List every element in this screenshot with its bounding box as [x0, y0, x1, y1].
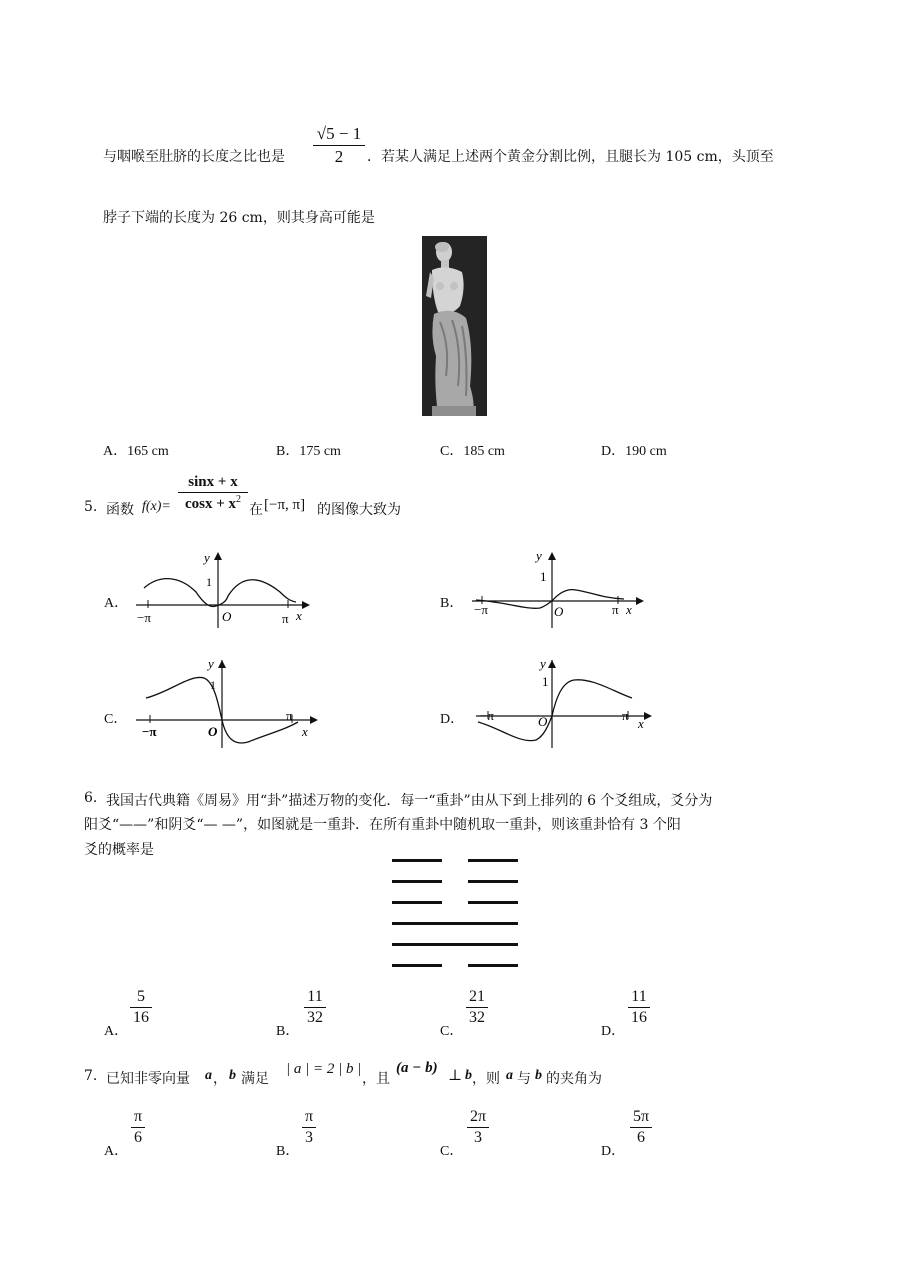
- q6-option-d-fraction: 11 16: [628, 988, 650, 1027]
- q6-option-d-label[interactable]: D．: [601, 1024, 626, 1039]
- q6-line3: 爻的概率是: [84, 842, 154, 858]
- q7-option-c-label[interactable]: C．: [440, 1144, 464, 1159]
- svg-text:y: y: [540, 656, 546, 671]
- q6-line2: 阳爻“——”和阴爻“— —”，如图就是一重卦．在所有重卦中随机取一重卦，则该重卦恰有 3 个阳: [84, 817, 681, 833]
- q5-graph-a[interactable]: [130, 548, 310, 628]
- svg-text:x: x: [302, 724, 308, 739]
- q5-graph-c[interactable]: [130, 656, 320, 748]
- q6-option-a-label[interactable]: A．: [104, 1024, 129, 1039]
- q7-pre: 已知非零向量: [106, 1071, 190, 1087]
- q7-condition-difference: (a − b): [396, 1060, 438, 1076]
- fraction-numerator: sinx + x: [188, 474, 238, 490]
- q7-option-b-label[interactable]: B．: [276, 1144, 300, 1159]
- q6-number: 6.: [84, 790, 98, 806]
- q4-option-d[interactable]: D．190 cm: [601, 444, 667, 459]
- svg-text:x: x: [638, 716, 644, 731]
- svg-text:y: y: [208, 656, 214, 671]
- svg-text:O: O: [554, 604, 564, 619]
- q7-perp: ⊥: [448, 1066, 463, 1084]
- q7-post2: 的夹角为: [546, 1071, 602, 1087]
- q7-vector-a-2: a: [506, 1068, 513, 1083]
- q5-post: 的图像大致为: [317, 502, 401, 518]
- fraction-denominator: $\cos x + x^2$: [184, 494, 242, 512]
- q5-option-c-label[interactable]: C．: [104, 712, 128, 727]
- svg-text:x: x: [296, 608, 302, 623]
- q7-condition-magnitude: | a | = 2 | b |: [286, 1061, 362, 1077]
- q6-line1: 我国古代典籍《周易》用“卦”描述万物的变化．每一“重卦”由从下到上排列的 6 个爻组成，爻分为: [106, 793, 713, 809]
- fraction-denominator: 2: [334, 147, 344, 166]
- q5-option-a-label[interactable]: A．: [104, 596, 129, 611]
- q4-line1-post: ．若某人满足上述两个黄金分割比例，且腿长为 105 cm，头顶至: [367, 149, 774, 165]
- q7-and: ，且: [362, 1071, 390, 1087]
- svg-text:y: y: [536, 548, 542, 563]
- q7-option-b-fraction: π 3: [302, 1108, 316, 1147]
- q5-number: 5.: [84, 499, 98, 515]
- q4-line1-pre: 与咽喉至肚脐的长度之比也是: [103, 149, 285, 165]
- svg-text:x: x: [626, 602, 632, 617]
- q7-vector-b-2: b: [465, 1068, 472, 1083]
- q5-graph-b[interactable]: [466, 548, 646, 628]
- q6-option-b-fraction: 11 32: [304, 988, 326, 1027]
- venus-statue-image: [422, 236, 487, 416]
- svg-text:O: O: [208, 724, 218, 739]
- q6-option-c-fraction: 21 32: [466, 988, 488, 1027]
- svg-text:O: O: [222, 609, 232, 624]
- q4-option-a[interactable]: A．165 cm: [103, 444, 169, 459]
- q5-graph-d[interactable]: [470, 656, 656, 748]
- svg-text:y: y: [204, 550, 210, 565]
- q7-option-d-fraction: 5π 6: [630, 1108, 652, 1147]
- q7-option-c-fraction: 2π 3: [467, 1108, 489, 1147]
- q7-vector-b: b: [229, 1068, 236, 1083]
- svg-text:π: π: [622, 708, 629, 723]
- svg-text:−π: −π: [137, 610, 151, 625]
- q7-vector-a: a: [205, 1068, 212, 1083]
- svg-text:π: π: [612, 602, 619, 617]
- q6-option-b-label[interactable]: B．: [276, 1024, 300, 1039]
- q4-golden-ratio-fraction: [313, 124, 365, 167]
- q4-line2: 脖子下端的长度为 26 cm，则其身高可能是: [103, 210, 375, 226]
- q5-option-d-label[interactable]: D．: [440, 712, 465, 727]
- fraction-bar: [178, 492, 248, 493]
- q7-number: 7.: [84, 1068, 98, 1084]
- q7-option-a-fraction: π 6: [131, 1108, 145, 1147]
- svg-text:1: 1: [206, 575, 212, 589]
- svg-text:1: 1: [540, 569, 547, 584]
- svg-text:1: 1: [542, 674, 549, 689]
- svg-text:π: π: [286, 708, 293, 723]
- q7-with: 与: [517, 1071, 531, 1087]
- q4-option-c[interactable]: C．185 cm: [440, 444, 505, 459]
- q5-option-b-label[interactable]: B．: [440, 596, 464, 611]
- q7-option-d-label[interactable]: D．: [601, 1144, 626, 1159]
- q7-option-a-label[interactable]: A．: [104, 1144, 129, 1159]
- q7-post1: ，则: [472, 1071, 500, 1087]
- q6-option-c-label[interactable]: C．: [440, 1024, 464, 1039]
- svg-text:−π: −π: [474, 602, 488, 617]
- fraction-bar: [313, 145, 365, 146]
- q7-vector-b-3: b: [535, 1068, 542, 1083]
- q4-option-b[interactable]: B．175 cm: [276, 444, 341, 459]
- q5-fx: f(x)=: [142, 499, 171, 514]
- q5-pre: 函数: [106, 502, 134, 518]
- q6-option-a-fraction: 5 16: [130, 988, 152, 1027]
- svg-text:O: O: [538, 714, 548, 729]
- hexagram-figure: [392, 852, 518, 972]
- q5-interval: [−π, π]: [264, 497, 306, 513]
- svg-text:1: 1: [210, 678, 216, 692]
- svg-text:π: π: [282, 611, 289, 626]
- q7-satisfy: 满足: [241, 1071, 269, 1087]
- svg-text:−π: −π: [142, 724, 157, 739]
- fraction-numerator: √5 − 1: [316, 124, 362, 143]
- q5-in: 在: [249, 502, 263, 518]
- q5-function-fraction: [178, 474, 248, 513]
- svg-text:−π: −π: [480, 708, 494, 723]
- q7-comma: ，: [213, 1071, 227, 1087]
